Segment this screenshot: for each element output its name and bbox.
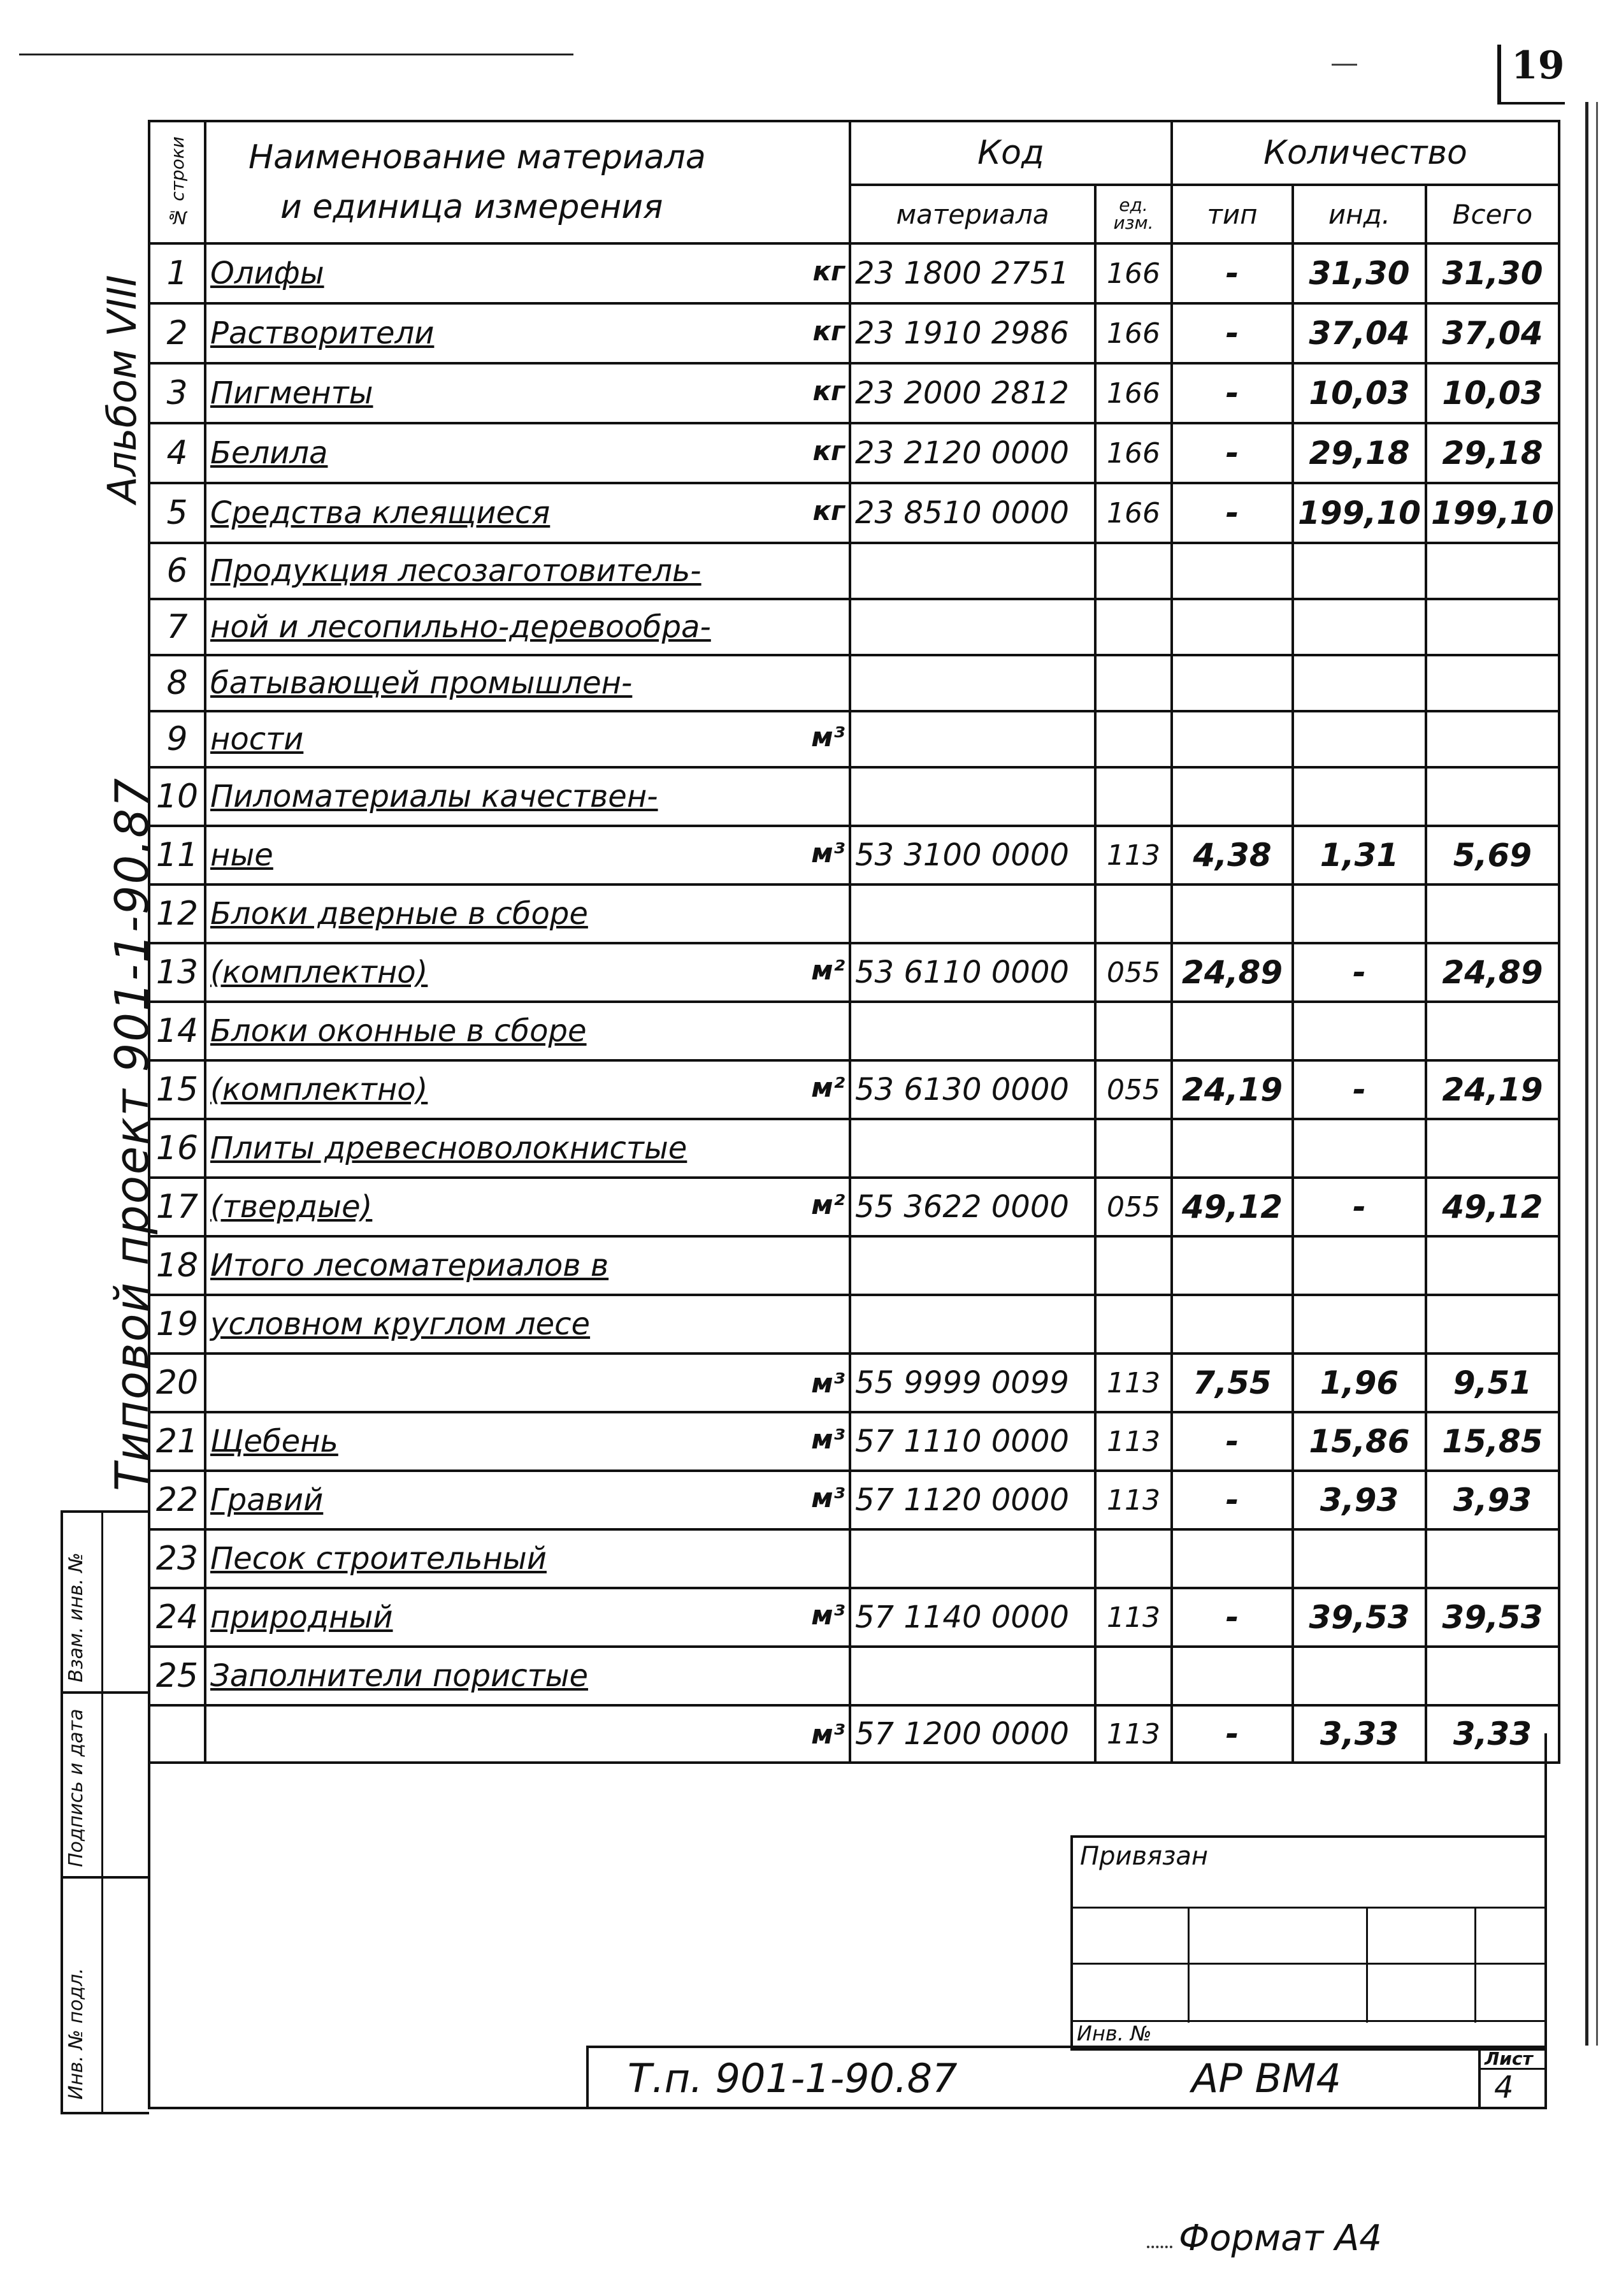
row-number: 19 xyxy=(149,1295,205,1354)
row-number: 3 xyxy=(149,363,205,423)
material-code xyxy=(850,655,1095,711)
table-row xyxy=(149,1236,1559,1295)
material-name-text: Белила xyxy=(210,435,328,471)
stamp-inv-podl-label: Инв. № подл. xyxy=(65,1968,87,2100)
material-code: 53 6110 0000 xyxy=(850,943,1095,1002)
quantity-total xyxy=(1426,1002,1559,1060)
material-code: 57 1110 0000 xyxy=(850,1412,1095,1471)
quantity-ind: 37,04 xyxy=(1293,303,1426,363)
quantity-total xyxy=(1426,1529,1559,1588)
table-row xyxy=(149,1354,1559,1412)
material-name-text: Плиты древесноволокнистые xyxy=(210,1130,687,1166)
row-number: 16 xyxy=(149,1119,205,1178)
quantity-total: 15,85 xyxy=(1426,1412,1559,1471)
material-code: 23 1910 2986 xyxy=(850,303,1095,363)
quantity-ind xyxy=(1293,884,1426,943)
material-code: 23 1800 2751 xyxy=(850,243,1095,303)
unit-label: м³ xyxy=(811,1718,845,1750)
quantity-tip: 49,12 xyxy=(1172,1178,1293,1236)
unit-code: 166 xyxy=(1095,423,1172,483)
materials-table xyxy=(148,120,1560,1764)
material-code: 55 3622 0000 xyxy=(850,1178,1095,1236)
unit-label: кг xyxy=(812,435,845,466)
row-number: 18 xyxy=(149,1236,205,1295)
material-name xyxy=(205,767,850,826)
material-name-text: Блоки дверные в сборе xyxy=(210,896,588,932)
table-row xyxy=(149,543,1559,599)
unit-code: 113 xyxy=(1095,826,1172,884)
quantity-ind: 199,10 xyxy=(1293,483,1426,543)
unit-code: 113 xyxy=(1095,1354,1172,1412)
material-code: 55 9999 0099 xyxy=(850,1354,1095,1412)
quantity-tip xyxy=(1172,1119,1293,1178)
quantity-tip: 4,38 xyxy=(1172,826,1293,884)
material-code xyxy=(850,1529,1095,1588)
row-number: 4 xyxy=(149,423,205,483)
row-number: 17 xyxy=(149,1178,205,1236)
quantity-ind: 31,30 xyxy=(1293,243,1426,303)
material-name xyxy=(205,423,850,483)
material-name-text: Пиломатериалы качествен- xyxy=(210,779,658,814)
table-row xyxy=(149,1178,1559,1236)
table-row xyxy=(149,1647,1559,1705)
unit-code: 113 xyxy=(1095,1471,1172,1529)
row-number: 6 xyxy=(149,543,205,599)
quantity-tip xyxy=(1172,884,1293,943)
quantity-tip xyxy=(1172,1295,1293,1354)
material-code xyxy=(850,1002,1095,1060)
unit-code xyxy=(1095,1647,1172,1705)
table-row xyxy=(149,767,1559,826)
unit-label: м³ xyxy=(811,1482,845,1513)
material-code xyxy=(850,1236,1095,1295)
material-code xyxy=(850,767,1095,826)
quantity-total xyxy=(1426,1119,1559,1178)
row-number: 8 xyxy=(149,655,205,711)
quantity-total xyxy=(1426,1236,1559,1295)
material-code: 57 1120 0000 xyxy=(850,1471,1095,1529)
stamp-col-divider xyxy=(101,1513,103,2112)
material-name-text: Пигменты xyxy=(210,375,373,411)
album-label: Альбом VIII xyxy=(99,275,145,503)
quantity-tip: 24,19 xyxy=(1172,1060,1293,1119)
quantity-tip xyxy=(1172,767,1293,826)
quantity-total: 10,03 xyxy=(1426,363,1559,423)
unit-code: 166 xyxy=(1095,363,1172,423)
right-border-line xyxy=(1585,102,1588,2046)
unit-label: м³ xyxy=(811,837,845,869)
row-number: 11 xyxy=(149,826,205,884)
table-row xyxy=(149,483,1559,543)
quantity-total xyxy=(1426,767,1559,826)
material-name-text: Заполнители пористые xyxy=(210,1658,589,1694)
quantity-total: 39,53 xyxy=(1426,1588,1559,1647)
unit-label: м³ xyxy=(811,721,845,753)
right-border-line-inner xyxy=(1596,102,1598,2046)
row-number: 15 xyxy=(149,1060,205,1119)
material-name xyxy=(205,543,850,599)
unit-label: кг xyxy=(812,495,845,526)
bottom-frame-left xyxy=(148,1733,150,2109)
quantity-tip: - xyxy=(1172,243,1293,303)
header-name-col: Наименование материала и единица измерения xyxy=(205,121,850,243)
table-row xyxy=(149,1471,1559,1529)
material-name xyxy=(205,711,850,767)
privyazan-label: Привязан xyxy=(1080,1842,1209,1871)
table-row xyxy=(149,243,1559,303)
header-code-unit: ед. изм. xyxy=(1095,185,1172,243)
top-scan-mark xyxy=(1332,64,1357,66)
material-code: 23 8510 0000 xyxy=(850,483,1095,543)
material-name xyxy=(205,1119,850,1178)
unit-code xyxy=(1095,1295,1172,1354)
unit-code xyxy=(1095,1529,1172,1588)
row-number: 22 xyxy=(149,1471,205,1529)
material-name xyxy=(205,1002,850,1060)
material-name-text: Песок строительный xyxy=(210,1541,547,1577)
material-name-text: (комплектно) xyxy=(210,955,428,990)
sheet-list-label: Лист xyxy=(1485,2048,1533,2069)
table-row xyxy=(149,423,1559,483)
material-name-text: батывающей промышлен- xyxy=(210,665,633,701)
quantity-total: 37,04 xyxy=(1426,303,1559,363)
quantity-tip: - xyxy=(1172,423,1293,483)
table-row xyxy=(149,1529,1559,1588)
unit-code xyxy=(1095,884,1172,943)
stamp-podpis-label: Подпись и дата xyxy=(65,1708,87,1867)
table-row xyxy=(149,826,1559,884)
material-code xyxy=(850,711,1095,767)
table-row xyxy=(149,1119,1559,1178)
material-name xyxy=(205,1178,850,1236)
material-name-text: Итого лесоматериалов в xyxy=(210,1248,609,1283)
table-row xyxy=(149,884,1559,943)
material-code: 57 1200 0000 xyxy=(850,1705,1095,1763)
unit-label: м² xyxy=(811,1189,845,1220)
quantity-ind xyxy=(1293,767,1426,826)
quantity-tip xyxy=(1172,1236,1293,1295)
material-name-text: Растворители xyxy=(210,315,435,351)
top-scan-line xyxy=(19,54,573,55)
unit-code: 055 xyxy=(1095,943,1172,1002)
quantity-total: 24,19 xyxy=(1426,1060,1559,1119)
quantity-tip: - xyxy=(1172,1705,1293,1763)
material-name-text: (комплектно) xyxy=(210,1072,428,1108)
quantity-ind xyxy=(1293,655,1426,711)
table-row xyxy=(149,363,1559,423)
quantity-tip xyxy=(1172,655,1293,711)
unit-label: м³ xyxy=(811,1599,845,1631)
material-name-text: ной и лесопильно-деревообра- xyxy=(210,609,711,645)
quantity-tip xyxy=(1172,711,1293,767)
project-label: Типовой проект 901-1-90.87 xyxy=(105,777,159,1491)
title-code-right: АР ВМ4 xyxy=(1191,2055,1341,2102)
material-name xyxy=(205,1354,850,1412)
material-name-text: Продукция лесозаготовитель- xyxy=(210,553,702,589)
material-code xyxy=(850,1647,1095,1705)
material-name xyxy=(205,1705,850,1763)
quantity-ind xyxy=(1293,543,1426,599)
header-q-total: Всего xyxy=(1426,185,1559,243)
sheet-list-number: 4 xyxy=(1494,2070,1514,2105)
quantity-total: 3,93 xyxy=(1426,1471,1559,1529)
unit-label: м³ xyxy=(811,1367,845,1399)
material-name-text: Гравий xyxy=(210,1482,324,1518)
sheet-number: 19 xyxy=(1511,43,1565,88)
row-number: 14 xyxy=(149,1002,205,1060)
material-code xyxy=(850,1119,1095,1178)
quantity-tip xyxy=(1172,599,1293,655)
material-name xyxy=(205,1295,850,1354)
unit-code: 055 xyxy=(1095,1178,1172,1236)
quantity-ind: - xyxy=(1293,943,1426,1002)
material-code: 53 3100 0000 xyxy=(850,826,1095,884)
quantity-total xyxy=(1426,711,1559,767)
material-name xyxy=(205,1588,850,1647)
material-code xyxy=(850,543,1095,599)
table-row xyxy=(149,1060,1559,1119)
material-name-text: (твердые) xyxy=(210,1189,373,1225)
quantity-ind xyxy=(1293,1236,1426,1295)
unit-code: 166 xyxy=(1095,303,1172,363)
row-number: 24 xyxy=(149,1588,205,1647)
quantity-ind: - xyxy=(1293,1178,1426,1236)
table-row xyxy=(149,943,1559,1002)
quantity-ind: - xyxy=(1293,1060,1426,1119)
quantity-total: 31,30 xyxy=(1426,243,1559,303)
material-code: 57 1140 0000 xyxy=(850,1588,1095,1647)
unit-code: 113 xyxy=(1095,1412,1172,1471)
stamp-divider xyxy=(63,1876,149,1879)
stamp-divider xyxy=(63,1691,149,1694)
material-name xyxy=(205,1412,850,1471)
inv-no-label: Инв. № xyxy=(1077,2021,1152,2046)
quantity-total: 3,33 xyxy=(1426,1705,1559,1763)
material-code xyxy=(850,599,1095,655)
material-name-text: ности xyxy=(210,721,304,757)
row-number: 12 xyxy=(149,884,205,943)
quantity-ind: 15,86 xyxy=(1293,1412,1426,1471)
table-row xyxy=(149,1588,1559,1647)
header-quantity: Количество xyxy=(1172,121,1559,185)
title-code-left: Т.п. 901-1-90.87 xyxy=(628,2055,958,2102)
quantity-tip: - xyxy=(1172,303,1293,363)
quantity-tip: - xyxy=(1172,1412,1293,1471)
material-name-text: Средства клеящиеся xyxy=(210,495,550,531)
header-q-tip: тип xyxy=(1172,185,1293,243)
unit-code xyxy=(1095,711,1172,767)
quantity-ind: 10,03 xyxy=(1293,363,1426,423)
header-num-col: № строки xyxy=(149,121,205,243)
row-number: 1 xyxy=(149,243,205,303)
material-name xyxy=(205,599,850,655)
row-number xyxy=(149,1705,205,1763)
header-row-1 xyxy=(149,121,1559,185)
quantity-total xyxy=(1426,1647,1559,1705)
quantity-ind: 29,18 xyxy=(1293,423,1426,483)
material-name-text: Блоки оконные в сборе xyxy=(210,1013,587,1049)
unit-code xyxy=(1095,655,1172,711)
header-q-ind: инд. xyxy=(1293,185,1426,243)
quantity-ind xyxy=(1293,1002,1426,1060)
row-number: 25 xyxy=(149,1647,205,1705)
quantity-total xyxy=(1426,543,1559,599)
material-name xyxy=(205,1471,850,1529)
unit-label: кг xyxy=(812,375,845,407)
material-name xyxy=(205,884,850,943)
table-row xyxy=(149,1002,1559,1060)
material-name xyxy=(205,826,850,884)
table-row xyxy=(149,711,1559,767)
quantity-ind xyxy=(1293,711,1426,767)
unit-code: 166 xyxy=(1095,243,1172,303)
quantity-tip: - xyxy=(1172,483,1293,543)
row-number: 10 xyxy=(149,767,205,826)
unit-label: кг xyxy=(812,256,845,287)
row-number: 23 xyxy=(149,1529,205,1588)
quantity-tip: - xyxy=(1172,363,1293,423)
quantity-total xyxy=(1426,655,1559,711)
material-code xyxy=(850,1295,1095,1354)
quantity-tip xyxy=(1172,1647,1293,1705)
material-name xyxy=(205,243,850,303)
quantity-total xyxy=(1426,884,1559,943)
material-name xyxy=(205,483,850,543)
quantity-total: 5,69 xyxy=(1426,826,1559,884)
row-number: 5 xyxy=(149,483,205,543)
unit-code xyxy=(1095,1236,1172,1295)
quantity-ind: 39,53 xyxy=(1293,1588,1426,1647)
material-name-text: условном круглом лесе xyxy=(210,1306,591,1342)
quantity-ind xyxy=(1293,1295,1426,1354)
unit-label: м³ xyxy=(811,1424,845,1455)
material-name xyxy=(205,1236,850,1295)
header-code: Код xyxy=(850,121,1172,185)
unit-code xyxy=(1095,1002,1172,1060)
material-name xyxy=(205,655,850,711)
quantity-ind xyxy=(1293,1647,1426,1705)
material-name-text: природный xyxy=(210,1599,393,1635)
table-row xyxy=(149,599,1559,655)
quantity-tip: 24,89 xyxy=(1172,943,1293,1002)
row-number: 21 xyxy=(149,1412,205,1471)
unit-code xyxy=(1095,599,1172,655)
quantity-total xyxy=(1426,599,1559,655)
material-name xyxy=(205,943,850,1002)
quantity-ind xyxy=(1293,599,1426,655)
unit-code xyxy=(1095,1119,1172,1178)
material-code: 23 2120 0000 xyxy=(850,423,1095,483)
material-name-text: ные xyxy=(210,837,273,873)
quantity-tip xyxy=(1172,1002,1293,1060)
material-name-text: Щебень xyxy=(210,1424,338,1459)
row-number: 13 xyxy=(149,943,205,1002)
unit-code: 055 xyxy=(1095,1060,1172,1119)
quantity-total: 199,10 xyxy=(1426,483,1559,543)
quantity-total: 29,18 xyxy=(1426,423,1559,483)
unit-code: 113 xyxy=(1095,1588,1172,1647)
quantity-ind: 3,93 xyxy=(1293,1471,1426,1529)
stamp-vzam-label: Взам. инв. № xyxy=(65,1552,87,1682)
material-name-text: Олифы xyxy=(210,256,324,291)
quantity-total: 24,89 xyxy=(1426,943,1559,1002)
quantity-tip: 7,55 xyxy=(1172,1354,1293,1412)
quantity-total xyxy=(1426,1295,1559,1354)
row-number: 7 xyxy=(149,599,205,655)
quantity-tip: - xyxy=(1172,1588,1293,1647)
row-number: 9 xyxy=(149,711,205,767)
quantity-ind xyxy=(1293,1119,1426,1178)
quantity-tip xyxy=(1172,543,1293,599)
header-code-material: материала xyxy=(850,185,1095,243)
unit-label: кг xyxy=(812,315,845,347)
material-code: 53 6130 0000 xyxy=(850,1060,1095,1119)
unit-label: м² xyxy=(811,955,845,986)
quantity-tip xyxy=(1172,1529,1293,1588)
material-name xyxy=(205,1647,850,1705)
table-row xyxy=(149,1295,1559,1354)
quantity-total: 9,51 xyxy=(1426,1354,1559,1412)
table-row xyxy=(149,303,1559,363)
material-code: 23 2000 2812 xyxy=(850,363,1095,423)
unit-code: 113 xyxy=(1095,1705,1172,1763)
quantity-ind: 1,96 xyxy=(1293,1354,1426,1412)
quantity-ind: 1,31 xyxy=(1293,826,1426,884)
unit-code xyxy=(1095,767,1172,826)
material-name xyxy=(205,1060,850,1119)
material-code xyxy=(850,884,1095,943)
quantity-tip: - xyxy=(1172,1471,1293,1529)
quantity-ind: 3,33 xyxy=(1293,1705,1426,1763)
quantity-ind xyxy=(1293,1529,1426,1588)
quantity-total: 49,12 xyxy=(1426,1178,1559,1236)
table-row xyxy=(149,655,1559,711)
row-number: 20 xyxy=(149,1354,205,1412)
row-number: 2 xyxy=(149,303,205,363)
format-label: Формат А4 xyxy=(1179,2218,1382,2259)
unit-code: 166 xyxy=(1095,483,1172,543)
table-row xyxy=(149,1412,1559,1471)
material-name xyxy=(205,1529,850,1588)
material-name xyxy=(205,303,850,363)
table-row xyxy=(149,1705,1559,1763)
format-dots xyxy=(1147,2243,1172,2248)
material-name xyxy=(205,363,850,423)
unit-label: м² xyxy=(811,1072,845,1103)
unit-code xyxy=(1095,543,1172,599)
